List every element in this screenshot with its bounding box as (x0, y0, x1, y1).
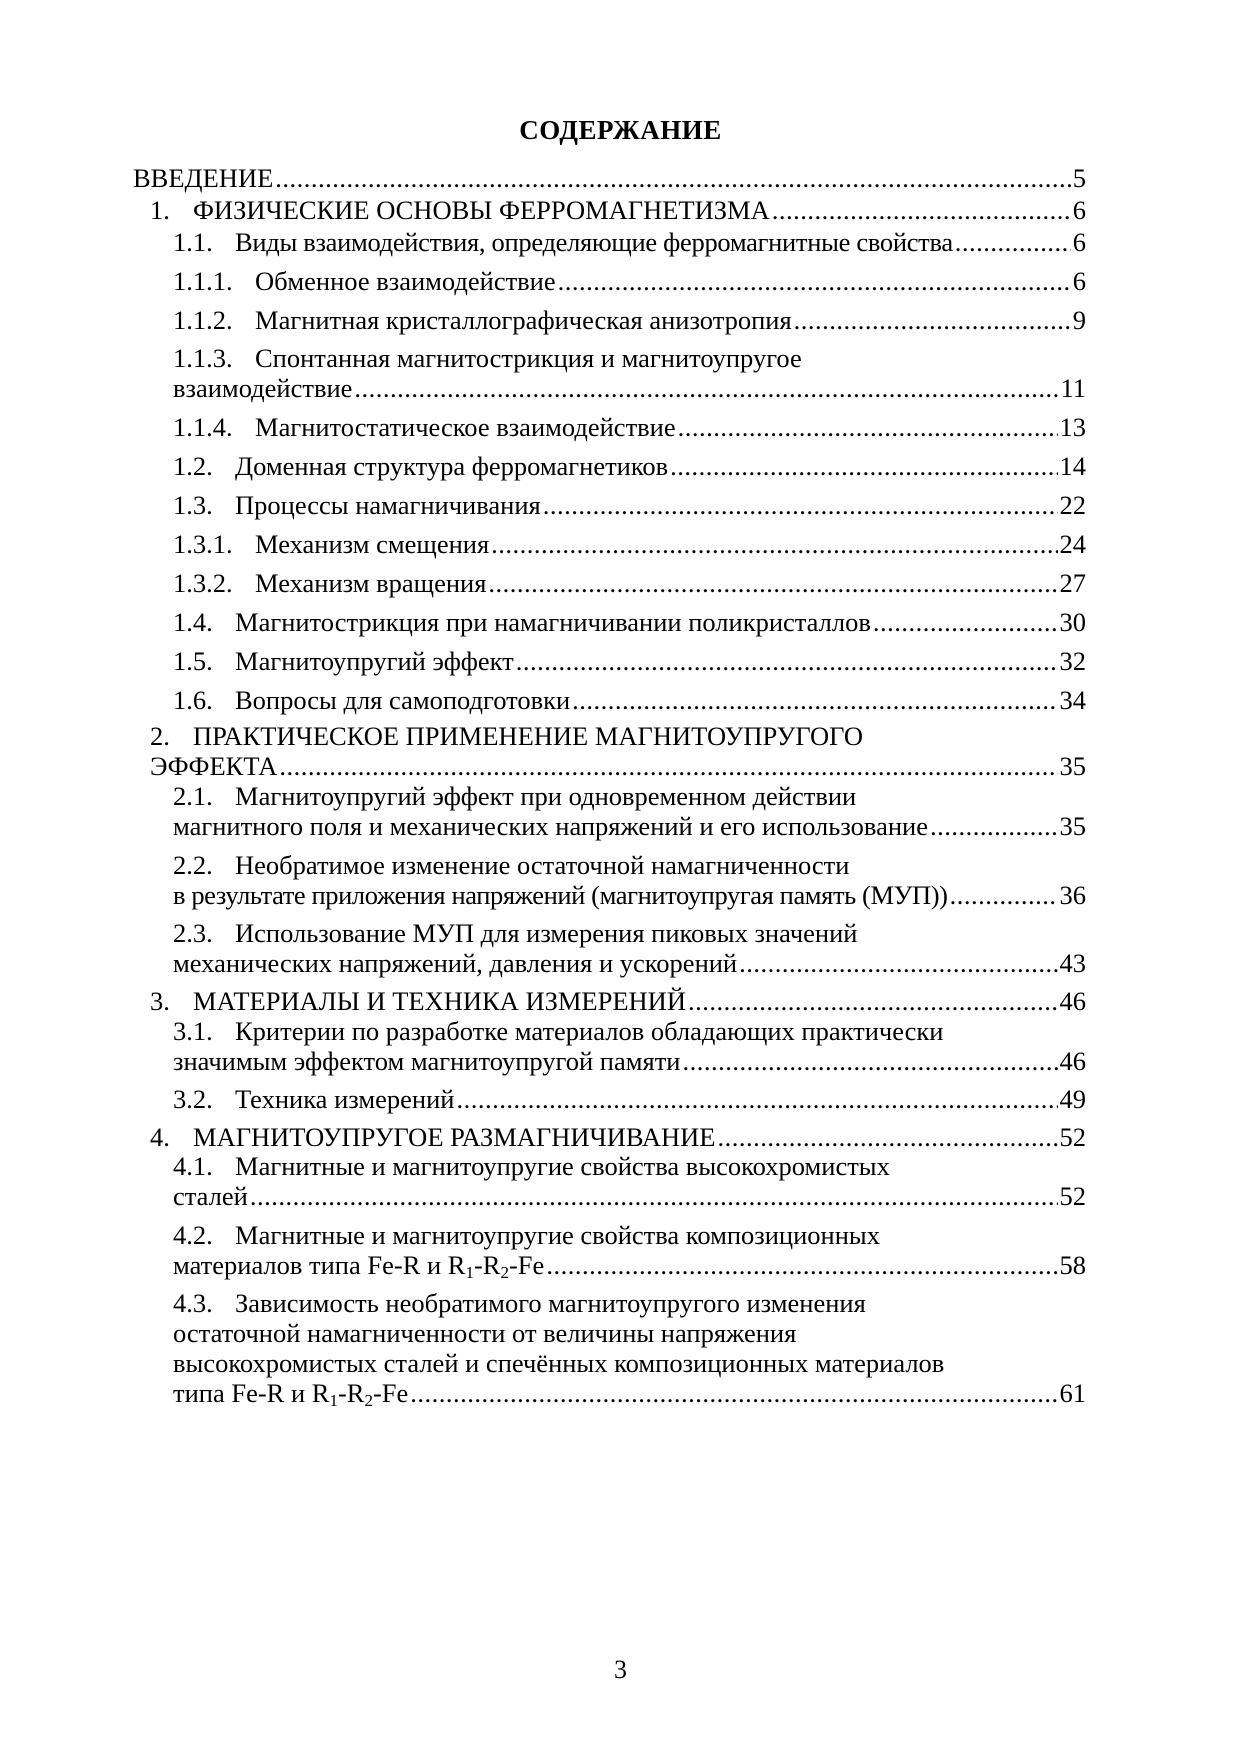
toc-entry-number: 1.1.3. (173, 343, 233, 373)
toc-entry-number: 1.6. (173, 685, 213, 715)
toc-entry-number: 1.1.2. (173, 305, 233, 335)
toc-entry-number: 2.2. (173, 850, 213, 880)
toc-entry-1-3[interactable] (173, 489, 1086, 521)
toc-entry-text: Доменная структура ферромагнетиков (235, 451, 669, 481)
toc-entry-text: Критерии по разработке материалов обладающих практически (235, 1016, 944, 1046)
formula-subscript: 2 (364, 1391, 373, 1410)
toc-entry-text-continued (173, 1249, 544, 1281)
toc-entry-4-3-heading[interactable] (173, 1287, 866, 1319)
toc-page-number: 43 (1059, 948, 1086, 978)
toc-entry-text: МАТЕРИАЛЫ И ТЕХНИКА ИЗМЕРЕНИЙ (193, 986, 686, 1016)
toc-entry-text: Магнитные и магнитоупругие свойства высокохромистых (235, 1151, 890, 1181)
toc-entry-3[interactable] (150, 985, 1086, 1017)
toc-entry-4-2-heading[interactable] (173, 1219, 880, 1251)
toc-page-number: 36 (1059, 880, 1086, 910)
toc-entry-1-1-3-heading[interactable] (173, 342, 802, 374)
toc-leader-dots (572, 684, 1057, 716)
formula-text: -Fe (508, 1250, 545, 1280)
toc-leader-dots (670, 450, 1057, 482)
toc-entry-text-continued: взаимодействие (173, 373, 353, 403)
toc-leader-dots (546, 1249, 1057, 1281)
toc-leader-dots (688, 985, 1058, 1017)
toc-entry-text: МАГНИТОУПРУГОЕ РАЗМАГНИЧИВАНИЕ (193, 1122, 716, 1152)
toc-entry-number: 4.1. (173, 1151, 213, 1181)
toc-entry-2-2-heading[interactable] (173, 849, 849, 881)
toc-entry-1-4[interactable] (173, 606, 1086, 638)
toc-entry-text: Процессы намагничивания (235, 490, 541, 520)
toc-leader-dots (772, 194, 1071, 226)
toc-entry-number: 3. (150, 986, 170, 1016)
toc-entry-text: Магнитоупругий эффект при одновременном действии (235, 781, 857, 811)
toc-entry-text: Магнитная кристаллографическая анизотропия (255, 305, 792, 335)
toc-entry-text: ПРАКТИЧЕСКОЕ ПРИМЕНЕНИЕ МАГНИТОУПРУГОГО (193, 721, 863, 751)
toc-page-number: 9 (1072, 305, 1086, 335)
toc-entry-number: 1.1.1. (173, 266, 233, 296)
toc-page-number: 46 (1059, 986, 1086, 1016)
toc-entry-text: Вопросы для самоподготовки (235, 685, 571, 715)
toc-page-number: 34 (1059, 685, 1086, 715)
toc-entry-1-1-3[interactable] (173, 372, 1086, 404)
toc-entry-number: 4.2. (173, 1220, 213, 1250)
toc-entry-number: 1.2. (173, 451, 213, 481)
toc-entry-text-continued: магнитного поля и механических напряжений и его использование (173, 811, 928, 841)
toc-page-number: 24 (1059, 529, 1086, 559)
toc-entry-1-1-4[interactable] (173, 411, 1086, 443)
toc-entry-number: 1.3.1. (173, 529, 233, 559)
toc-page-number: 46 (1059, 1046, 1086, 1076)
toc-entry-text: Виды взаимодействия, определяющие ферромагнитные свойства (235, 227, 953, 257)
toc-entry-text-continued (173, 1377, 408, 1409)
page-title: СОДЕРЖАНИЕ (519, 115, 722, 145)
toc-entry-2-3-heading[interactable] (173, 917, 857, 949)
toc-entry-2[interactable] (150, 750, 1086, 782)
toc-leader-dots (718, 1121, 1058, 1153)
toc-entry-1-1[interactable] (173, 226, 1086, 258)
formula-text: -R (473, 1250, 501, 1280)
toc-page-number: 52 (1059, 1181, 1086, 1211)
toc-leader-dots (354, 372, 1058, 404)
toc-entry-1-1-2[interactable] (173, 304, 1086, 336)
toc-page-number: 61 (1059, 1378, 1086, 1408)
toc-entry-text: Техника измерений (235, 1084, 455, 1114)
toc-entry-number: 2.3. (173, 918, 213, 948)
toc-entry-text: Магнитные и магнитоупругие свойства композиционных (235, 1220, 880, 1250)
toc-leader-dots (739, 947, 1057, 979)
toc-entry-number: 1.1.4. (173, 412, 233, 442)
toc-page-number: 35 (1059, 751, 1086, 781)
toc-page-number: 30 (1059, 607, 1086, 637)
toc-leader-dots (558, 265, 1071, 297)
toc-leader-dots (410, 1377, 1057, 1409)
toc-leader-dots (456, 1083, 1057, 1115)
toc-page-number: 35 (1059, 811, 1086, 841)
toc-entry-number: 2.1. (173, 781, 213, 811)
toc-entry-number: 1. (150, 195, 170, 225)
toc-entry-text: Использование МУП для измерения пиковых значений (235, 918, 858, 948)
toc-entry-text: Обменное взаимодействие (255, 266, 556, 296)
toc-entry-2-2[interactable] (173, 879, 1086, 911)
toc-entry-1-3-1[interactable] (173, 528, 1086, 560)
formula-subscript: 1 (329, 1391, 338, 1410)
toc-entry-number: 1.1. (173, 227, 213, 257)
toc-entry-2-heading[interactable] (150, 720, 863, 752)
toc-entry-1-3-2[interactable] (173, 567, 1086, 599)
toc-page-number: 52 (1059, 1122, 1086, 1152)
toc-entry-1-5[interactable] (173, 645, 1086, 677)
toc-page-number: 5 (1072, 163, 1086, 193)
toc-entry-text-continued: значимым эффектом магнитоупругой памяти (173, 1046, 681, 1076)
toc-entry-number: 1.3.2. (173, 568, 233, 598)
toc-entry-text: ВВЕДЕНИЕ (133, 163, 274, 193)
toc-entry-text: Необратимое изменение остаточной намагниченности (235, 850, 850, 880)
toc-entry-4-3-line3: высокохромистых сталей и спечённых композиционных материалов (173, 1348, 945, 1378)
toc-entry-4-2[interactable] (173, 1249, 1086, 1281)
toc-page-number: 22 (1059, 490, 1086, 520)
toc-entry-text: Спонтанная магнитострикция и магнитоупругое (255, 343, 802, 373)
toc-page-number: 58 (1059, 1250, 1086, 1280)
toc-page-number: 27 (1059, 568, 1086, 598)
toc-entry-1-2[interactable] (173, 450, 1086, 482)
toc-entry-1-6[interactable] (173, 684, 1086, 716)
toc-leader-dots (488, 567, 1057, 599)
toc-page-number: 11 (1060, 373, 1086, 403)
toc-page-number: 14 (1059, 451, 1086, 481)
toc-entry-4-1[interactable] (173, 1180, 1086, 1212)
toc-leader-dots (491, 528, 1057, 560)
toc-leader-dots (678, 411, 1058, 443)
toc-entry-text: Магнитоупругий эффект (235, 646, 514, 676)
toc-page-number: 6 (1072, 195, 1086, 225)
toc-entry-text: Зависимость необратимого магнитоупругого изменения (235, 1288, 866, 1318)
toc-entry-2-1[interactable] (173, 810, 1086, 842)
formula-text: материалов типа Fe-R и R (173, 1250, 466, 1280)
toc-entry-text: ФИЗИЧЕСКИЕ ОСНОВЫ ФЕРРОМАГНЕТИЗМА (193, 195, 770, 225)
toc-entry-4-3[interactable] (173, 1377, 1086, 1409)
formula-text: -R (337, 1378, 365, 1408)
toc-page-number: 6 (1072, 266, 1086, 296)
toc-leader-dots (955, 226, 1071, 258)
toc-page-number: 32 (1059, 646, 1086, 676)
toc-entry-number: 4. (150, 1122, 170, 1152)
toc-leader-dots (250, 1180, 1058, 1212)
toc-entry-3-1-heading[interactable] (173, 1015, 943, 1047)
toc-entry-text: Магнитострикция при намагничивании поликристаллов (235, 607, 871, 637)
toc-entry-number: 1.4. (173, 607, 213, 637)
toc-entry-number: 1.5. (173, 646, 213, 676)
toc-entry-number: 3.2. (173, 1084, 213, 1114)
toc-leader-dots (950, 879, 1058, 911)
toc-entry-number: 1.3. (173, 490, 213, 520)
toc-entry-text: Механизм смещения (255, 529, 490, 559)
toc-page-number: 6 (1072, 227, 1086, 257)
toc-entry-4-3-line2: остаточной намагниченности от величины напряжения (173, 1318, 797, 1348)
toc-entry-text: Магнитостатическое взаимодействие (255, 412, 676, 442)
toc-leader-dots (682, 1045, 1057, 1077)
toc-entry-1-1-1[interactable] (173, 265, 1086, 297)
toc-entry-text-continued: в результате приложения напряжений (магнитоупругая память (МУП)) (173, 880, 948, 910)
formula-subscript: 2 (500, 1263, 509, 1282)
toc-entry-4-1-heading[interactable] (173, 1150, 890, 1182)
toc-entry-number: 2. (150, 721, 170, 751)
toc-entry-1[interactable] (150, 194, 1086, 226)
formula-subscript: 1 (465, 1263, 474, 1282)
page-footer-number: 3 (614, 1655, 627, 1684)
toc-leader-dots (543, 489, 1058, 521)
toc-leader-dots (794, 304, 1071, 336)
formula-text: -Fe (372, 1378, 409, 1408)
toc-entry-3-2[interactable] (173, 1083, 1086, 1115)
formula-text: типа Fe-R и R (173, 1378, 330, 1408)
toc-entry-number: 3.1. (173, 1016, 213, 1046)
toc-entry-3-1[interactable] (173, 1045, 1086, 1077)
toc-page-number: 49 (1059, 1084, 1086, 1114)
toc-entry-text-continued: сталей (173, 1181, 248, 1211)
toc-leader-dots (930, 810, 1058, 842)
toc-leader-dots (516, 645, 1058, 677)
toc-entry-2-1-heading[interactable] (173, 780, 856, 812)
toc-entry-introduction[interactable] (133, 162, 1086, 194)
toc-entry-2-3[interactable] (173, 947, 1086, 979)
toc-leader-dots (279, 750, 1057, 782)
toc-entry-text-continued: ЭФФЕКТА (150, 751, 278, 781)
toc-entry-text-continued: механических напряжений, давления и ускорений (173, 948, 738, 978)
toc-entry-4[interactable] (150, 1121, 1086, 1153)
toc-entry-number: 4.3. (173, 1288, 213, 1318)
toc-page-number: 13 (1059, 412, 1086, 442)
toc-entry-text: Механизм вращения (255, 568, 487, 598)
toc-leader-dots (275, 162, 1070, 194)
toc-leader-dots (873, 606, 1058, 638)
